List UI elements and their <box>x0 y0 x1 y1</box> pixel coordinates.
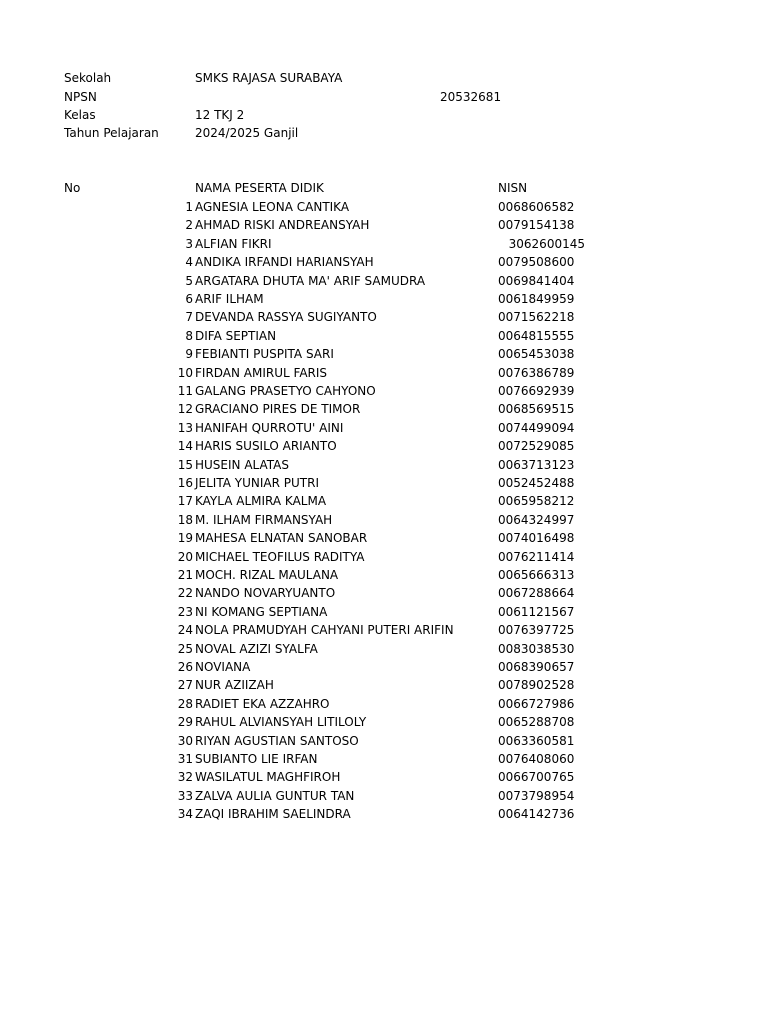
row-number: 19 <box>177 531 193 546</box>
student-name: ZALVA AULIA GUNTUR TAN <box>195 788 355 803</box>
row-number: 18 <box>177 512 193 527</box>
table-row <box>0 235 768 253</box>
row-number: 30 <box>177 733 193 748</box>
table-row <box>0 419 768 437</box>
student-name: MOCH. RIZAL MAULANA <box>195 568 339 582</box>
row-number: 23 <box>177 604 193 619</box>
table-row <box>0 290 768 308</box>
column-header-no: No <box>64 181 81 195</box>
student-nisn: 0065453038 <box>498 347 575 362</box>
table-row <box>0 327 768 345</box>
student-name: RAHUL ALVIANSYAH LITILOLY <box>195 715 367 730</box>
student-nisn: 0064815555 <box>498 328 575 343</box>
student-name: RIYAN AGUSTIAN SANTOSO <box>195 733 359 748</box>
student-nisn: 0064324997 <box>498 512 575 527</box>
student-name: SUBIANTO LIE IRFAN <box>195 752 318 766</box>
student-nisn: 0083038530 <box>498 641 575 656</box>
student-name: RADIET EKA AZZAHRO <box>195 696 330 711</box>
table-row <box>0 713 768 731</box>
row-number: 6 <box>185 292 193 306</box>
table-row <box>0 511 768 529</box>
student-nisn: 0061121567 <box>498 604 575 619</box>
tahun-pelajaran-value: 2024/2025 Ganjil <box>195 126 299 140</box>
student-name: M. ILHAM FIRMANSYAH <box>195 512 333 527</box>
row-number: 4 <box>185 255 193 270</box>
student-nisn: 0078902528 <box>498 678 575 693</box>
table-row <box>0 456 768 474</box>
row-number: 31 <box>177 752 193 766</box>
table-row <box>0 621 768 639</box>
table-row <box>0 640 768 658</box>
student-nisn: 3062600145 <box>508 236 585 251</box>
student-name: AGNESIA LEONA CANTIKA <box>195 200 350 214</box>
table-row <box>0 695 768 713</box>
npsn-label: NPSN <box>64 90 97 104</box>
student-nisn: 0071562218 <box>498 310 575 325</box>
row-number: 17 <box>177 494 193 509</box>
table-row <box>0 566 768 584</box>
student-name: HANIFAH QURROTU' AINI <box>195 420 344 435</box>
student-nisn: 0076408060 <box>498 752 575 766</box>
student-name: ZAQI IBRAHIM SAELINDRA <box>195 807 351 822</box>
table-row <box>0 658 768 676</box>
student-nisn: 0079508600 <box>498 255 575 270</box>
row-number: 21 <box>177 568 193 582</box>
student-nisn: 0063360581 <box>498 733 575 748</box>
student-name: KAYLA ALMIRA KALMA <box>195 494 327 509</box>
student-name: NOVAL AZIZI SYALFA <box>195 641 318 656</box>
student-nisn: 0073798954 <box>498 788 575 803</box>
sekolah-value: SMKS RAJASA SURABAYA <box>195 71 343 85</box>
student-nisn: 0076397725 <box>498 623 575 638</box>
table-row <box>0 345 768 363</box>
student-name: NOLA PRAMUDYAH CAHYANI PUTERI ARIFIN <box>195 623 454 638</box>
student-name: MAHESA ELNATAN SANOBAR <box>195 531 368 546</box>
student-nisn: 0063713123 <box>498 457 575 472</box>
student-name: DEVANDA RASSYA SUGIYANTO <box>195 310 377 325</box>
student-nisn: 0074499094 <box>498 420 575 435</box>
student-nisn: 0067288664 <box>498 586 575 601</box>
student-nisn: 0068569515 <box>498 402 575 417</box>
row-number: 12 <box>177 402 193 417</box>
row-number: 26 <box>177 660 193 674</box>
table-row <box>0 364 768 382</box>
student-nisn: 0076386789 <box>498 365 575 380</box>
table-row <box>0 198 768 216</box>
student-name: ALFIAN FIKRI <box>195 236 272 251</box>
row-number: 5 <box>185 273 193 288</box>
student-nisn: 0061849959 <box>498 292 575 306</box>
student-name: WASILATUL MAGHFIROH <box>195 770 341 785</box>
row-number: 22 <box>177 586 193 601</box>
student-nisn: 0076692939 <box>498 384 575 398</box>
row-number: 28 <box>177 696 193 711</box>
row-number: 15 <box>177 457 193 472</box>
table-row <box>0 474 768 492</box>
row-number: 8 <box>185 328 193 343</box>
student-nisn: 0074016498 <box>498 531 575 546</box>
student-nisn: 0065666313 <box>498 568 575 582</box>
table-row <box>0 437 768 455</box>
row-number: 2 <box>185 218 193 233</box>
row-number: 13 <box>177 420 193 435</box>
student-name: AHMAD RISKI ANDREANSYAH <box>195 218 370 233</box>
student-name: HUSEIN ALATAS <box>195 457 290 472</box>
row-number: 32 <box>177 770 193 785</box>
table-row <box>0 603 768 621</box>
npsn-value: 20532681 <box>440 90 502 104</box>
row-number: 14 <box>177 439 193 454</box>
student-nisn: 0069841404 <box>498 273 575 288</box>
student-name: NANDO NOVARYUANTO <box>195 586 336 601</box>
student-name: NOVIANA <box>195 660 251 674</box>
tahun-pelajaran-label: Tahun Pelajaran <box>64 126 159 140</box>
student-name: DIFA SEPTIAN <box>195 328 277 343</box>
table-row <box>0 584 768 602</box>
table-row <box>0 805 768 823</box>
student-name: ARIF ILHAM <box>195 292 264 306</box>
student-name: NI KOMANG SEPTIANA <box>195 604 328 619</box>
row-number: 20 <box>177 549 193 564</box>
student-nisn: 0076211414 <box>498 549 575 564</box>
student-name: NUR AZIIZAH <box>195 678 274 693</box>
table-row <box>0 548 768 566</box>
row-number: 29 <box>177 715 193 730</box>
table-row <box>0 787 768 805</box>
table-row <box>0 732 768 750</box>
row-number: 7 <box>185 310 193 325</box>
student-nisn: 0065958212 <box>498 494 575 509</box>
table-row <box>0 216 768 234</box>
row-number: 34 <box>177 807 193 822</box>
student-name: JELITA YUNIAR PUTRI <box>195 476 319 490</box>
table-row <box>0 308 768 326</box>
student-name: FEBIANTI PUSPITA SARI <box>195 347 334 362</box>
row-number: 3 <box>185 236 193 251</box>
row-number: 9 <box>185 347 193 362</box>
student-name: MICHAEL TEOFILUS RADITYA <box>195 549 365 564</box>
student-nisn: 0066727986 <box>498 696 575 711</box>
student-nisn: 0052452488 <box>498 476 575 490</box>
student-nisn: 0066700765 <box>498 770 575 785</box>
student-nisn: 0068390657 <box>498 660 575 674</box>
table-row <box>0 676 768 694</box>
row-number: 16 <box>177 476 193 490</box>
column-header-nisn: NISN <box>498 181 528 195</box>
student-nisn: 0065288708 <box>498 715 575 730</box>
table-row <box>0 768 768 786</box>
student-nisn: 0079154138 <box>498 218 575 233</box>
table-row <box>0 382 768 400</box>
column-header-name: NAMA PESERTA DIDIK <box>195 181 324 195</box>
row-number: 1 <box>185 200 193 214</box>
student-name: FIRDAN AMIRUL FARIS <box>195 365 328 380</box>
table-row <box>0 529 768 547</box>
row-number: 33 <box>177 788 193 803</box>
row-number: 11 <box>177 384 193 398</box>
student-name: GALANG PRASETYO CAHYONO <box>195 384 376 398</box>
table-row <box>0 272 768 290</box>
student-name: ANDIKA IRFANDI HARIANSYAH <box>195 255 374 270</box>
kelas-value: 12 TKJ 2 <box>195 108 245 122</box>
student-nisn: 0072529085 <box>498 439 575 454</box>
table-row <box>0 400 768 418</box>
table-row <box>0 253 768 271</box>
row-number: 10 <box>177 365 193 380</box>
row-number: 27 <box>177 678 193 693</box>
row-number: 24 <box>177 623 193 638</box>
table-row <box>0 492 768 510</box>
table-row <box>0 750 768 768</box>
row-number: 25 <box>177 641 193 656</box>
student-name: HARIS SUSILO ARIANTO <box>195 439 337 454</box>
kelas-label: Kelas <box>64 108 96 122</box>
sekolah-label: Sekolah <box>64 71 112 85</box>
student-nisn: 0068606582 <box>498 200 575 214</box>
student-name: GRACIANO PIRES DE TIMOR <box>195 402 361 417</box>
student-nisn: 0064142736 <box>498 807 575 822</box>
student-name: ARGATARA DHUTA MA' ARIF SAMUDRA <box>195 273 426 288</box>
